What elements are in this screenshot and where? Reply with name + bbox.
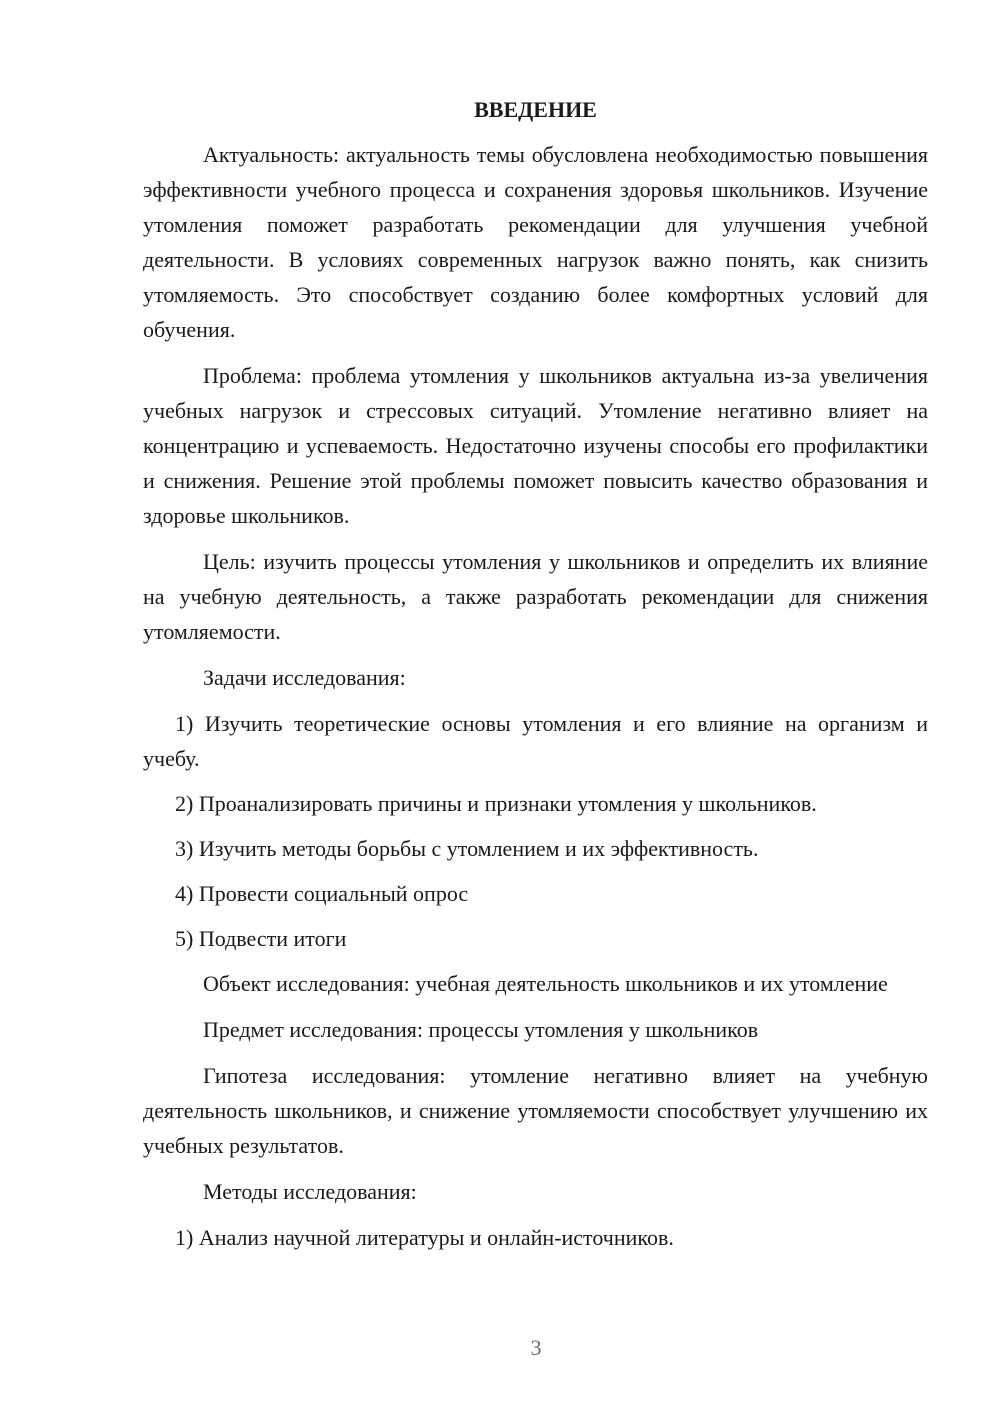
subject-paragraph: Предмет исследования: процессы утомления у школьников [203,1017,759,1042]
tasks-heading: Задачи исследования: [203,665,406,690]
relevance-paragraph: Актуальность: актуальность темы обусловлена необходимостью повышения эффективности учебного процесса и сохранения здоровья школьников. Изучение утомления поможет разработать рекомендации для улучшения учебной деятельности. В условиях современных нагрузок важно понять, как снизить утомляемость. Это способствует созданию более комфортных условий для обучения. [143,142,928,342]
task-item-3: 3) Изучить методы борьбы с утомлением и их эффективность. [175,836,759,861]
goal-paragraph: Цель: изучить процессы утомления у школьников и определить их влияние на учебную деятельность, а также разработать рекомендации для снижения утомляемости. [143,549,928,644]
method-item-1: 1) Анализ научной литературы и онлайн-источников. [175,1225,674,1250]
task-item-1: 1) Изучить теоретические основы утомления и его влияние на организм и учебу. [143,711,928,771]
page-number: 3 [530,1335,542,1360]
object-paragraph: Объект исследования: учебная деятельность школьников и их утомление [203,971,888,996]
page-title: ВВЕДЕНИЕ [474,97,597,122]
methods-heading: Методы исследования: [203,1179,417,1204]
task-item-2: 2) Проанализировать причины и признаки утомления у школьников. [175,791,817,816]
task-item-4: 4) Провести социальный опрос [175,881,469,906]
hypothesis-paragraph: Гипотеза исследования: утомление негативно влияет на учебную деятельность школьников, и снижение утомляемости способствует улучшению их учебных результатов. [143,1063,928,1158]
page-content [143,92,928,1265]
problem-paragraph: Проблема: проблема утомления у школьников актуальна из-за увеличения учебных нагрузок и стрессовых ситуаций. Утомление негативно влияет на концентрацию и успеваемость. Недостаточно изучены способы его профилактики и снижения. Решение этой проблемы поможет повысить качество образования и здоровье школьников. [143,363,928,528]
task-item-5: 5) Подвести итоги [175,926,347,951]
